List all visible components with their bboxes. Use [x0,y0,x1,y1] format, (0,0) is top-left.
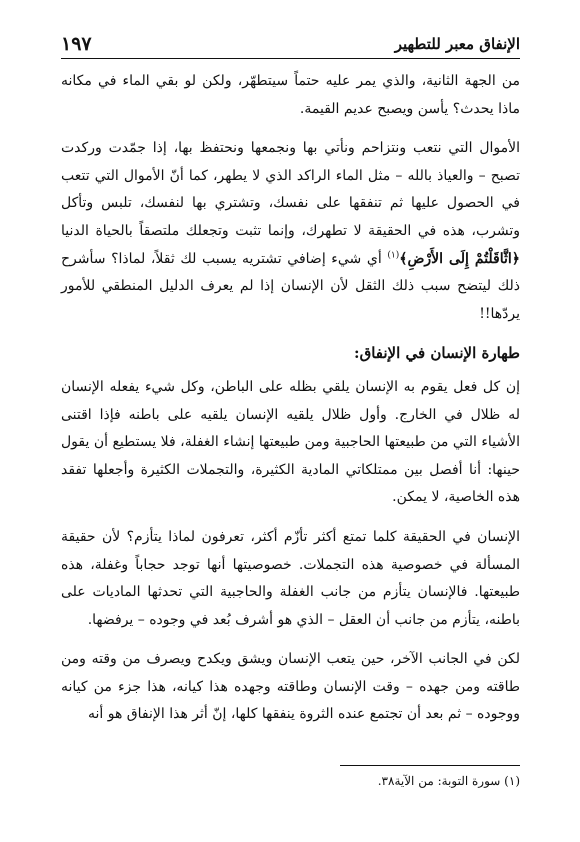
paragraph-2 [61,135,520,328]
paragraph-2-part-a: الأموال التي نتعب ونتزاحم ونأتي بها ونجمعها ونحتفظ بها، إذا جمّدت وركدت تصبح – والعياذ بالله – مثل الماء الراكد الذي لا يطهر، كما أنّ الأموال التي تتعب في الحصول عليها ثم تنفقها على نفسك، وتشتري بها لنفسك، تلبس وتأكل وتشرب، هذه في الحقيقة لا تطهرك، وإنما تثبت وتجعلك ملتصقاً بالحياة الدنيا [61,140,520,239]
page-number: ١٩٧ [61,33,92,55]
footnote-divider [340,765,520,766]
section-heading: طهارة الإنسان في الإنفاق: [354,344,520,363]
footnote: (١) سورة التوبة: من الآية٣٨. [377,774,520,788]
running-title: الإنفاق معبر للتطهير [394,35,520,53]
page-body [61,68,520,741]
paragraph-3: إن كل فعل يقوم به الإنسان يلقي بظله على الباطن، وكل شيء يفعله الإنسان له ظلال في الخارج. وأول ظلال يلقيه الإنسان يلقيه على باطنه فإذا اقتنى الأشياء التي من طبيعتها الحاجبية ومن طبيعتها إنشاء الغفلة، فلا يستطيع أن يقول حينها: أنا أفصل بين ممتلكاتي المادية الكثيرة، والتجملات الكثيرة وأجعلها تفقد هذه الخاصية، لا يمكن. [61,378,520,506]
paragraph-5: لكن في الجانب الآخر، حين يتعب الإنسان ويشق ويكدح ويصرف من وقته ومن طاقته ومن جهده – وقت الإنسان وطاقته وجهده هذا كيانه، هذا جزء من كيانه ووجوده – ثم بعد أن تجتمع عنده الثروة ينفقها كلها، إنّ أثر هذا الإنفاق هو أنه [61,651,520,723]
page-header [61,20,520,59]
quran-verse: ﴿اثَّاقَلْتُمْ إِلَى الأَرْضِ﴾ [399,250,521,267]
paragraph-1: من الجهة الثانية، والذي يمر عليه حتماً سيتطهّر، ولكن لو بقي الماء في مكانه ماذا يحدث؟ يأسن ويصبح عديم القيمة. [61,73,520,117]
footnote-reference: (١) [387,249,400,260]
paragraph-4: الإنسان في الحقيقة كلما تمتع أكثر تأزّم أكثر، تعرفون لماذا يتأزم؟ لأن حقيقة المسألة في خصوصية هذه التجملات. خصوصيتها أنها توجد حجاباً وغفلة، هذه طبيعتها. فالإنسان يتأزم من جانب الغفلة والحاجبية التي تحدثها الماديات على باطنه، يتأزم من جانب أن العقل – الذي هو أشرف بُعد في وجوده – يرفضها. [61,528,520,628]
paragraph-2-part-b: أي شيء إضافي تشتريه يسبب لك ثقلاً، لماذا؟ سأشرح ذلك ليتضح سبب ذلك الثقل لأن الإنسان إذا لم يعرف الدليل المنطقي للأمور يردّها!! [61,250,520,322]
